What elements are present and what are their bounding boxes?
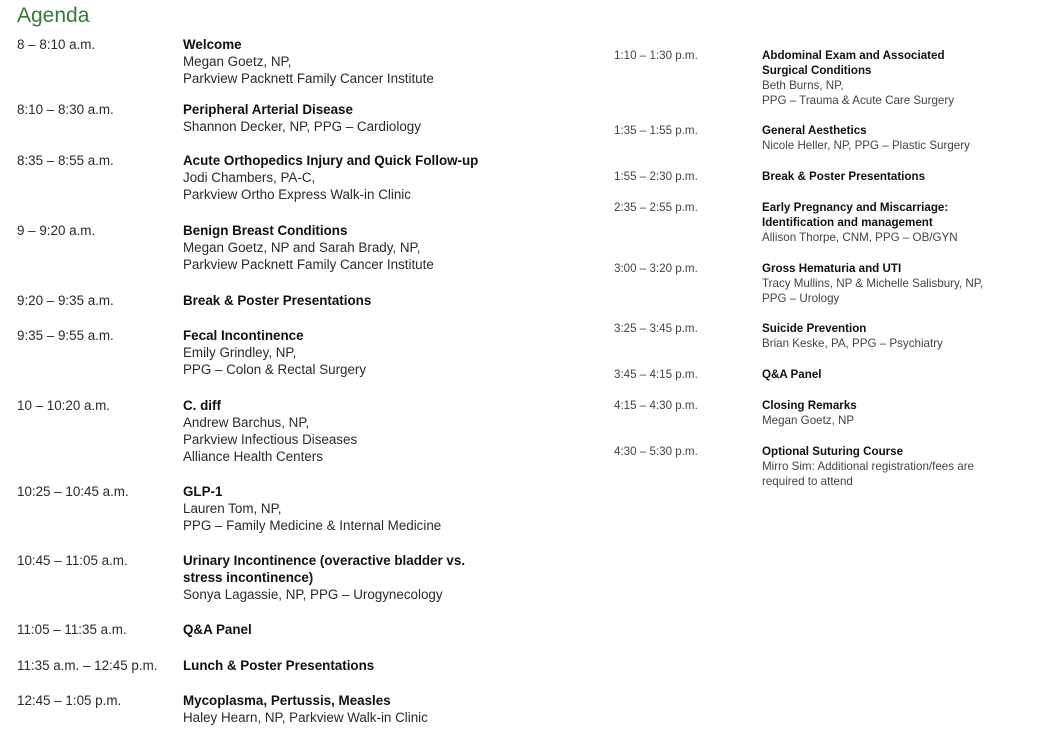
session-title: Break & Poster Presentations [762, 170, 926, 183]
session-title: Urinary Incontinence (overactive bladder vs. [183, 553, 466, 568]
session-details [183, 152, 573, 203]
session-speaker: Emily Grindley, NP, [183, 345, 297, 360]
session-details [762, 398, 1039, 428]
session-details [183, 657, 573, 674]
session-details [762, 444, 1039, 489]
session-speaker: Parkview Packnett Family Cancer Institute [183, 71, 434, 86]
session-speaker: Brian Keske, PA, PPG – Psychiatry [762, 337, 943, 350]
session-title: Identification and management [762, 216, 933, 229]
session-title: Abdominal Exam and Associated [762, 49, 945, 62]
session-details [183, 397, 573, 465]
session-details [762, 123, 1039, 153]
session-time: 12:45 – 1:05 p.m. [17, 693, 122, 708]
session-details [183, 101, 573, 135]
session-time: 4:15 – 4:30 p.m. [614, 399, 698, 412]
session-time: 9:20 – 9:35 a.m. [17, 293, 114, 308]
session-time: 4:30 – 5:30 p.m. [614, 445, 698, 458]
session-time: 9:35 – 9:55 a.m. [17, 328, 114, 343]
session-speaker: Alliance Health Centers [183, 449, 323, 464]
session-time: 3:25 – 3:45 p.m. [614, 322, 698, 335]
session-details [762, 169, 1039, 184]
session-title: Q&A Panel [762, 368, 822, 381]
session-title: Benign Breast Conditions [183, 223, 348, 238]
session-time: 8:35 – 8:55 a.m. [17, 153, 114, 168]
session-speaker: PPG – Trauma & Acute Care Surgery [762, 94, 955, 107]
session-speaker: Nicole Heller, NP, PPG – Plastic Surgery [762, 139, 970, 152]
session-title: Early Pregnancy and Miscarriage: [762, 201, 949, 214]
page-title: Agenda [17, 4, 90, 27]
session-title: Fecal Incontinence [183, 328, 304, 343]
session-details [183, 621, 573, 638]
session-details [183, 327, 573, 378]
session-speaker: Parkview Packnett Family Cancer Institute [183, 257, 434, 272]
session-time: 2:35 – 2:55 p.m. [614, 201, 698, 214]
session-speaker: Megan Goetz, NP [762, 414, 855, 427]
session-title: Break & Poster Presentations [183, 293, 372, 308]
session-speaker: Allison Thorpe, CNM, PPG – OB/GYN [762, 231, 958, 244]
session-title: stress incontinence) [183, 570, 314, 585]
session-speaker: Jodi Chambers, PA-C, [183, 170, 316, 185]
session-time: 8 – 8:10 a.m. [17, 37, 96, 52]
session-title: Lunch & Poster Presentations [183, 658, 375, 673]
session-speaker: Sonya Lagassie, NP, PPG – Urogynecology [183, 587, 443, 602]
session-title: Acute Orthopedics Injury and Quick Follow-up [183, 153, 479, 168]
session-time: 10:45 – 11:05 a.m. [17, 553, 128, 568]
session-title: Optional Suturing Course [762, 445, 904, 458]
session-speaker: required to attend [762, 475, 853, 488]
session-speaker: Shannon Decker, NP, PPG – Cardiology [183, 119, 421, 134]
session-time: 1:35 – 1:55 p.m. [614, 124, 698, 137]
session-title: C. diff [183, 398, 221, 413]
session-speaker: Tracy Mullins, NP & Michelle Salisbury, NP, [762, 277, 984, 290]
session-details [762, 321, 1039, 351]
session-time: 1:10 – 1:30 p.m. [614, 49, 698, 62]
session-details [183, 552, 573, 603]
session-title: General Aesthetics [762, 124, 867, 137]
session-title: Mycoplasma, Pertussis, Measles [183, 693, 391, 708]
session-title: Peripheral Arterial Disease [183, 102, 353, 117]
session-title: Closing Remarks [762, 399, 857, 412]
session-time: 10 – 10:20 a.m. [17, 398, 111, 413]
session-speaker: PPG – Family Medicine & Internal Medicine [183, 518, 442, 533]
session-title: Surgical Conditions [762, 64, 872, 77]
session-details [183, 36, 573, 87]
session-speaker: Megan Goetz, NP and Sarah Brady, NP, [183, 240, 421, 255]
session-details [183, 222, 573, 273]
session-speaker: PPG – Colon & Rectal Surgery [183, 362, 367, 377]
session-title: Gross Hematuria and UTI [762, 262, 902, 275]
session-title: Welcome [183, 37, 242, 52]
session-details [183, 692, 573, 726]
session-time: 3:45 – 4:15 p.m. [614, 368, 698, 381]
session-title: Q&A Panel [183, 622, 252, 637]
session-time: 1:55 – 2:30 p.m. [614, 170, 698, 183]
session-time: 9 – 9:20 a.m. [17, 223, 96, 238]
session-details [762, 261, 1039, 306]
session-time: 11:05 – 11:35 a.m. [17, 622, 127, 637]
session-time: 11:35 a.m. – 12:45 p.m. [17, 658, 158, 673]
session-time: 10:25 – 10:45 a.m. [17, 484, 129, 499]
session-speaker: Megan Goetz, NP, [183, 54, 292, 69]
session-details [762, 200, 1039, 245]
session-speaker: Lauren Tom, NP, [183, 501, 282, 516]
session-speaker: PPG – Urology [762, 292, 840, 305]
session-time: 8:10 – 8:30 a.m. [17, 102, 114, 117]
session-details [183, 483, 573, 534]
session-time: 3:00 – 3:20 p.m. [614, 262, 698, 275]
session-speaker: Mirro Sim: Additional registration/fees are [762, 460, 974, 473]
session-title: GLP-1 [183, 484, 223, 499]
session-speaker: Haley Hearn, NP, Parkview Walk-in Clinic [183, 710, 428, 725]
session-details [762, 367, 1039, 382]
session-speaker: Andrew Barchus, NP, [183, 415, 310, 430]
session-details [183, 292, 573, 309]
session-title: Suicide Prevention [762, 322, 867, 335]
session-speaker: Beth Burns, NP, [762, 79, 844, 92]
session-speaker: Parkview Infectious Diseases [183, 432, 358, 447]
session-speaker: Parkview Ortho Express Walk-in Clinic [183, 187, 411, 202]
session-details [762, 48, 1039, 108]
